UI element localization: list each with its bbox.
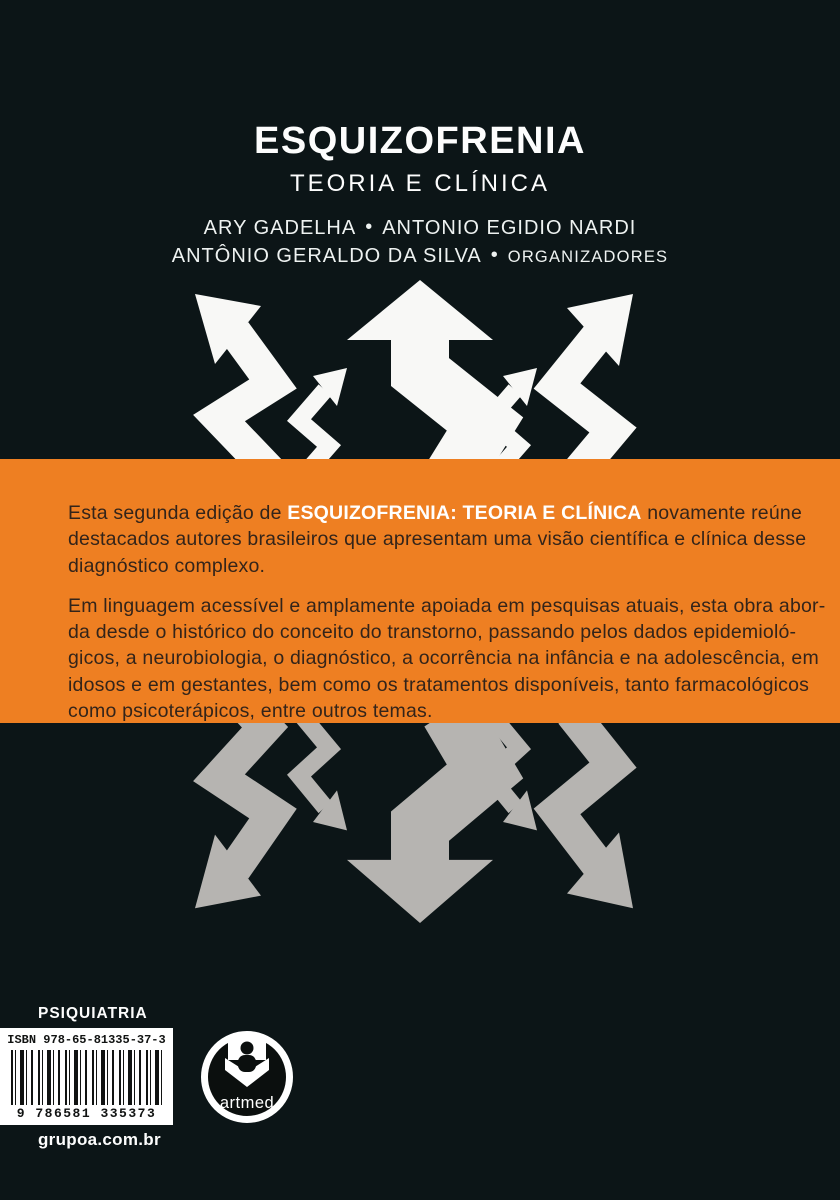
title-block — [0, 120, 840, 268]
person-body-icon — [238, 1055, 256, 1072]
organizers-label: ORGANIZADORES — [507, 248, 669, 266]
blurb-text: novamente reúne — [641, 502, 802, 524]
author-name: ARY GADELHA — [203, 217, 357, 239]
logo-wordmark: artmed — [219, 1094, 275, 1112]
bullet-separator: • — [365, 216, 374, 238]
zigzag-arrows-up-graphic — [185, 280, 655, 470]
blurb-line: idosos e em gestantes, bem como os tratamentos disponíveis, tanto farmacológicos — [68, 673, 810, 696]
blurb-line: gicos, a neurobiologia, o diagnóstico, a ocorrência na infância e na adolescência, em — [68, 647, 819, 670]
publisher-website: grupoa.com.br — [38, 1130, 161, 1149]
artmed-logo — [197, 1027, 297, 1127]
book-subtitle: TEORIA E CLÍNICA — [289, 170, 551, 197]
blurb-text: Esta segunda edição de — [68, 502, 288, 524]
blurb-paragraph-1 — [68, 500, 840, 579]
isbn-number: ISBN 978-65-81335-37-3 — [7, 1033, 166, 1047]
blurb-line: da desde o histórico do conceito do transtorno, passando pelos dados epidemioló- — [68, 621, 797, 644]
blurb-line: Em linguagem acessível e amplamente apoiada em pesquisas atuais, esta obra abor- — [68, 594, 826, 617]
zigzag-arrows-down-graphic — [185, 723, 655, 923]
barcode-digits: 9 786581 335373 — [16, 1106, 157, 1121]
barcode-bars-icon — [11, 1050, 163, 1105]
blurb-line: diagnóstico complexo. — [68, 554, 266, 577]
book-title: ESQUIZOFRENIA — [254, 120, 586, 162]
description-panel — [0, 459, 840, 723]
blurb-line — [68, 500, 840, 526]
blurb-line: como psicoterápicos, entre outros temas. — [68, 700, 433, 723]
author-name: ANTÔNIO GERALDO DA SILVA — [171, 245, 482, 267]
person-head-icon — [241, 1042, 254, 1055]
author-name: ANTONIO EGIDIO NARDI — [382, 217, 637, 239]
authors-line-1 — [0, 217, 840, 240]
isbn-barcode — [0, 1028, 173, 1125]
authors-line-2 — [0, 245, 840, 268]
blurb-line: destacados autores brasileiros que apresentam uma visão científica e clínica desse — [68, 528, 807, 551]
bullet-separator: • — [490, 244, 499, 266]
blurb-highlight: ESQUIZOFRENIA: TEORIA E CLÍNICA — [287, 502, 642, 524]
category-label: PSIQUIATRIA — [38, 1005, 148, 1022]
blurb-paragraph-2 — [68, 593, 840, 724]
